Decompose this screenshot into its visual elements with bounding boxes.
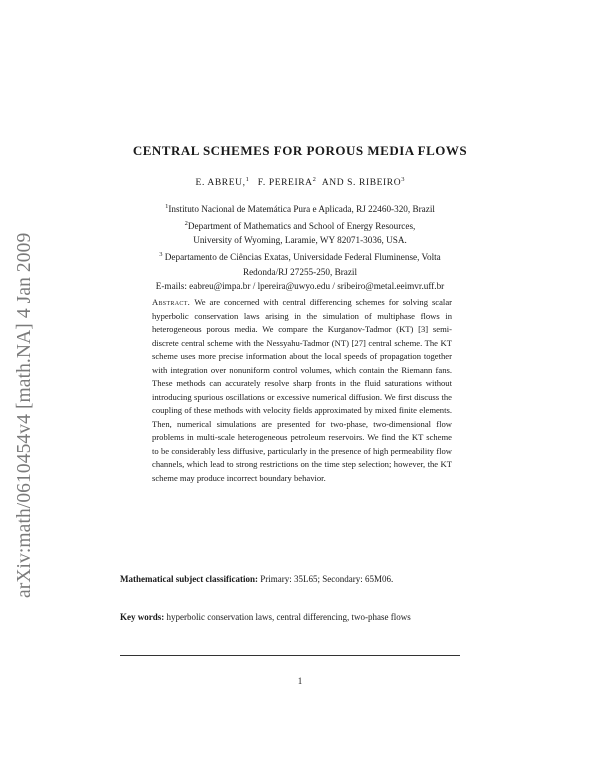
paper-title: CENTRAL SCHEMES FOR POROUS MEDIA FLOWS [132, 143, 468, 158]
author-name: AND S. RIBEIRO [321, 178, 402, 189]
affiliation-3 [110, 248, 490, 265]
affiliation-3-cont: Redonda/RJ 27255-250, Brazil [242, 266, 358, 277]
affiliation-2 [110, 217, 490, 234]
affiliations-block [110, 200, 490, 294]
abstract-heading: Abstract. [152, 297, 191, 307]
author-emails: E-mails: eabreu@impa.br / lpereira@uwyo.edu / sribeiro@metal.eeimvr.uff.br [155, 281, 445, 292]
subject-classification [120, 574, 480, 584]
author-name: F. PEREIRA [257, 178, 313, 189]
keywords-text: hyperbolic conservation laws, central differencing, two-phase flows [166, 612, 411, 622]
author-list [0, 176, 600, 188]
abstract-text: We are concerned with central differencing schemes for solving scalar hyperbolic conservation laws arising in the simulation of multiphase flows in heterogeneous porous media. We compare the Kurganov-Tadmor (KT) [3] semi-discrete central scheme with the Nessyahu-Tadmor (NT) [27] central scheme. The KT scheme uses more precise information about the local speeds of propagation together with integration over nonuniform control volumes, which contain the Riemann fans. These methods can accurately resolve sharp fronts in the fluid saturations without introducing spurious oscillations or excessive numerical diffusion. We first discuss the coupling of these methods with velocity fields approximated by mixed finite elements. Then, numerical simulations are presented for two-phase, two-dimensional flow problems in multi-scale heterogeneous petroleum reservoirs. We find the KT scheme to be considerably less diffusive, particularly in the presence of high permeability flow channels, which lead to strong restrictions on the time step selection; however, the KT scheme may produce incorrect boundary behavior. [152, 297, 452, 483]
affiliation-line: Department of Mathematics and School of Energy Resources, [187, 220, 416, 231]
affiliation-mark: 1 [165, 203, 169, 210]
affiliation-mark: 3 [159, 250, 163, 258]
affiliation-line: Departamento de Ciências Exatas, Universidade Federal Fluminense, Volta [164, 251, 441, 262]
affiliation-line: Instituto Nacional de Matemática Pura e Aplicada, RJ 22460-320, Brazil [168, 204, 435, 215]
page-number: 1 [297, 676, 303, 686]
affiliation-mark: 2 [184, 219, 188, 227]
keywords-label: Key words: [120, 612, 165, 622]
abstract [152, 296, 452, 485]
affiliation-1 [110, 200, 490, 217]
affiliation-2-cont: University of Wyoming, Laramie, WY 82071-3036, USA. [193, 235, 407, 246]
footer-divider [120, 655, 460, 656]
msc-label: Mathematical subject classification: [120, 574, 258, 584]
msc-text: Primary: 35L65; Secondary: 65M06. [260, 574, 394, 584]
keywords [120, 612, 480, 622]
author-name: E. ABREU, [195, 178, 246, 189]
author-affiliation-mark: 3 [401, 176, 405, 183]
arxiv-identifier[interactable]: arXiv:math/0610454v4 [math.NA] 4 Jan 2009 [14, 232, 35, 598]
author-affiliation-mark: 1 [245, 176, 249, 183]
author-affiliation-mark: 2 [312, 176, 316, 183]
